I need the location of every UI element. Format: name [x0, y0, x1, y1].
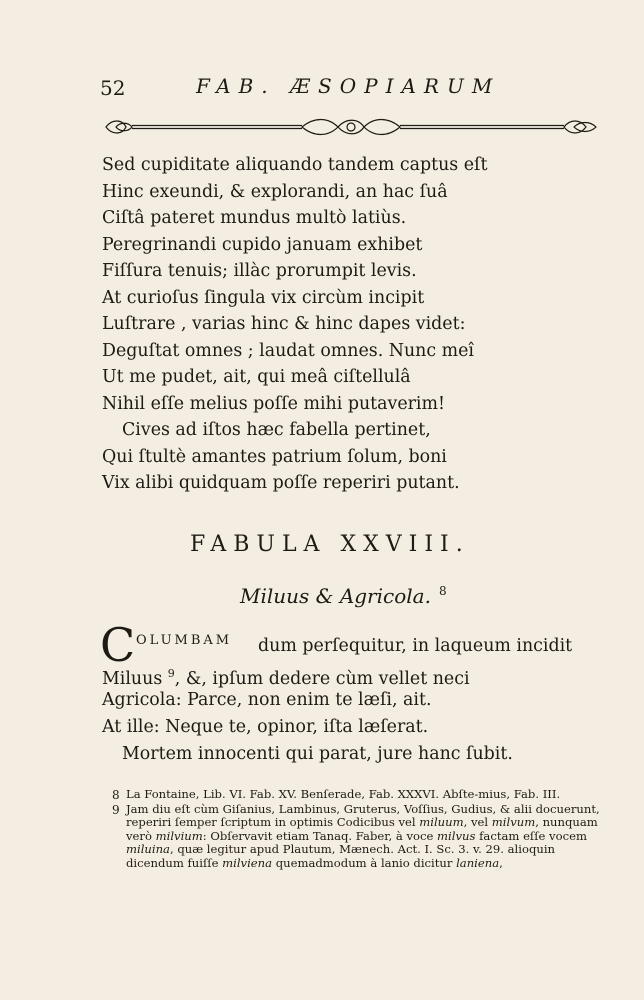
- fable-line: [102, 714, 513, 741]
- footnote-mark: 9: [112, 803, 120, 817]
- fable-line-text: Mortem innocenti qui parat, jure hanc ſubit.: [122, 744, 513, 764]
- footnote-segment: , nunquam verò: [126, 815, 598, 843]
- verse-line: Qui ſtultè amantes patrium ſolum, boni: [102, 446, 447, 467]
- footnote-italic-term: milvium: [155, 828, 203, 843]
- drop-cap: C: [100, 618, 136, 672]
- fable-line: [102, 687, 513, 714]
- ornament-rule: [102, 114, 598, 140]
- footnote-italic-term: laniena: [456, 855, 500, 870]
- verse-line: Hinc exeundi, & explorandi, an hac ſuâ: [102, 181, 448, 202]
- footnote-italic-term: milvum: [491, 815, 536, 830]
- fable-line-text: Miluus: [102, 668, 168, 689]
- verse-line: Deguſtat omnes ; laudat omnes. Nunc meî: [102, 340, 474, 361]
- footnote-segment: ,: [499, 855, 503, 870]
- verse-line: Fiſſura tenuis; illàc prorumpit levis.: [102, 261, 417, 281]
- verse-line: At curioſus ſingula vix circùm incipit: [102, 287, 425, 308]
- footnote-segment: : Obſervavit etiam Tanaq. Faber, à voce: [202, 828, 438, 843]
- fable-line-text: At ille: Neque te, opinor, iſta læſerat.: [102, 717, 429, 737]
- footnote-segment: , vel: [463, 815, 492, 830]
- verse-line: Sed cupiditate aliquando tandem captus eſt: [102, 155, 488, 175]
- fable-title: FABULA XXVIII.: [190, 532, 470, 557]
- footnote-ref-8: 8: [438, 584, 447, 599]
- footnote-segment: factam eſſe vocem: [475, 828, 587, 843]
- footnote-segment: La Fontaine, Lib. VI. Fab. XV. Benſerade, Fab. XXXVI. Abſte-mius, Fab. III.: [126, 787, 561, 801]
- verse-line: Peregrinandi cupido januam exhibet: [102, 234, 423, 255]
- footnote-italic-term: miluina: [126, 842, 170, 857]
- footnote-8: [112, 788, 604, 802]
- fable-subtitle: [240, 584, 447, 608]
- verse-line: Ut me pudet, ait, qui meâ ciſtellulâ: [102, 367, 411, 387]
- footnote-segment: quemadmodum à lanio dicitur: [272, 855, 457, 870]
- footnote-segment: Jam diu eſt cùm Giſanius, Lambinus, Gruterus, Voſſius, Gudius, & alii docuerunt, reperiri ſemper ſcriptum in optimis Codicibus vel: [126, 802, 600, 830]
- verse-line: Cives ad iſtos hæc fabella pertinet,: [122, 420, 431, 440]
- page-number: 52: [100, 76, 126, 100]
- footnote-italic-term: milviena: [222, 855, 273, 870]
- footnote-text: [126, 803, 604, 870]
- fable-subtitle-text: Miluus & Agricola.: [240, 584, 431, 608]
- fable-line: [102, 660, 513, 687]
- verse-line: Vix alibi quidquam poſſe reperiri putant.: [102, 473, 460, 493]
- verse-line: Luſtrare , varias hinc & hinc dapes videt:: [102, 314, 466, 334]
- fable-line-text: Agricola: Parce, non enim te læſi, ait.: [102, 690, 432, 710]
- footnote-italic-term: miluum: [419, 815, 464, 830]
- fable-line-text: , &, ipſum dedere cùm vellet neci: [174, 668, 470, 689]
- footnote-mark: 8: [112, 788, 120, 802]
- running-title: FAB. ÆSOPIARUM: [196, 74, 501, 98]
- verse-line: Nihil eſſe melius poſſe mihi putaverim!: [102, 393, 445, 414]
- footnotes: [112, 788, 604, 871]
- fable-first-line: dum perſequitur, in laqueum incidit: [258, 636, 573, 656]
- footnote-italic-term: milvus: [437, 828, 476, 843]
- footnote-ref-9: 9: [167, 667, 175, 680]
- footnote-segment: , quæ legitur apud Plautum, Mænech. Act. I. Sc. 3. v. 29. alioquin dicendum fuiſſe: [126, 842, 556, 870]
- first-word-small-caps: OLUMBAM: [136, 633, 233, 648]
- footnote-text: [126, 788, 604, 802]
- fable-line: [102, 741, 513, 768]
- verse-block: [102, 152, 487, 497]
- footnote-9: [112, 803, 604, 870]
- fable-body: [102, 660, 513, 768]
- verse-line: Ciſtâ pateret mundus multò latiùs.: [102, 208, 407, 228]
